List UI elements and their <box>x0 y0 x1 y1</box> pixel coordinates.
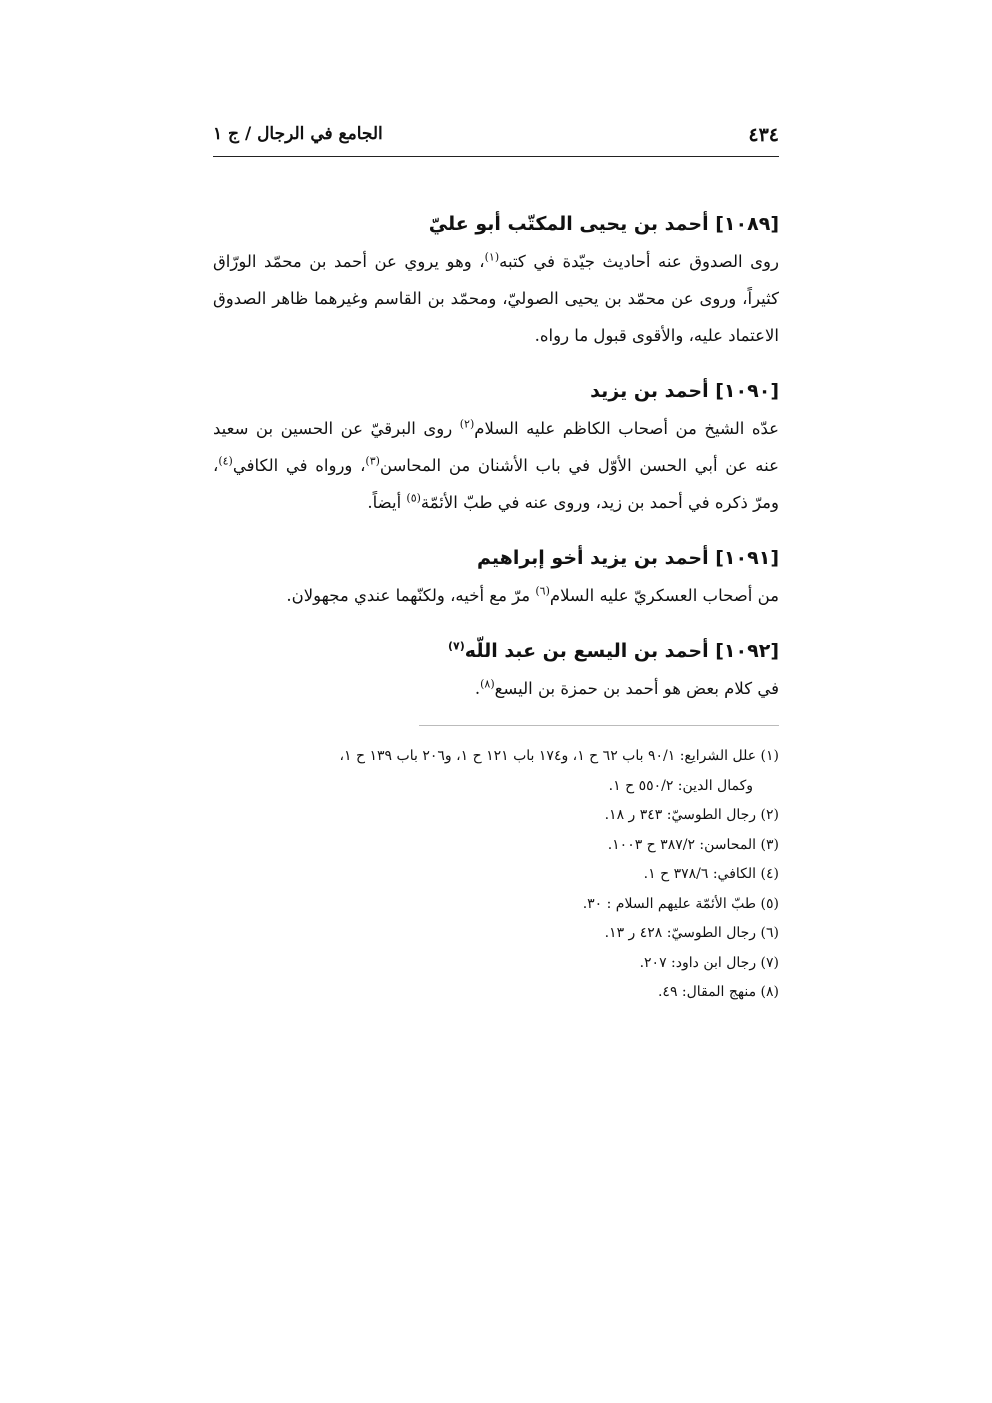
footnote-ref: (٧) <box>448 639 465 653</box>
entry <box>213 205 779 354</box>
body-text: مرّ مع أخيه، ولكنّهما عندي مجهولان. <box>286 586 536 605</box>
footnotes <box>213 742 779 1008</box>
footnote-number: (٦) <box>760 925 779 941</box>
page-number: ٤٣٤ <box>748 124 779 146</box>
entry-heading <box>213 205 779 243</box>
footnote-ref: (١) <box>484 250 500 264</box>
entry <box>213 539 779 614</box>
body-text: روى الصدوق عنه أحاديث جيّدة في كتبه <box>499 252 779 271</box>
footnote-number: (٤) <box>760 866 779 882</box>
footnote-text: منهج المقال: ٤٩. <box>657 984 757 1000</box>
entry-body <box>213 243 779 354</box>
footnote <box>213 860 779 890</box>
footnote-text: الكافي: ٣٧٨/٦ ح ١. <box>643 866 757 882</box>
footnote-number: (٢) <box>760 807 779 823</box>
entry-number: [١٠٩٠] <box>715 380 779 402</box>
body-text: . <box>474 679 481 698</box>
footnote <box>213 949 779 979</box>
entry-number: [١٠٨٩] <box>715 213 779 235</box>
footnote <box>213 919 779 949</box>
entry <box>213 372 779 521</box>
entry-heading <box>213 539 779 577</box>
body-text: ، ومرّ ذكره في أحمد بن زيد، وروى عنه في طبّ الأئمّة <box>213 456 779 512</box>
entry-body <box>213 410 779 521</box>
body-text: عدّه الشيخ من أصحاب الكاظم عليه السلام <box>474 419 779 438</box>
footnote-text: رجال الطوسيّ: ٣٤٣ ر ١٨. <box>604 807 757 823</box>
footnote-number: (٧) <box>760 954 779 971</box>
entry-body <box>213 577 779 614</box>
body-text: أيضاً. <box>367 493 407 512</box>
running-header <box>213 120 779 157</box>
footnote-ref: (٥) <box>406 491 421 505</box>
footnote-ref: (٦) <box>535 584 550 598</box>
entry-name: أحمد بن يزيد <box>590 380 709 402</box>
footnote-ref: (٤) <box>218 454 233 468</box>
body-text: من أصحاب العسكريّ عليه السلام <box>549 586 779 605</box>
footnote-text: علل الشرايع: ٩٠/١ باب ٦٢ ح ١، و١٧٤ باب ١٢١ ح ١، و٢٠٦ باب ١٣٩ ح ١، <box>339 748 757 764</box>
footnote-number: (٨) <box>760 984 779 1000</box>
footnote-continuation: وكمال الدين: ٥٥٠/٢ ح ١. <box>608 777 753 794</box>
footnote-number: (١) <box>760 748 779 764</box>
body-text: روى البرقيّ عن الحسين بن سعيد عنه عن أبي الحسن الأوّل في باب الأشنان من المحاسن <box>213 419 779 475</box>
footnote <box>213 890 779 920</box>
footnote-text: المحاسن: ٣٨٧/٢ ح ١٠٠٣. <box>607 836 757 853</box>
body-text: ، ورواه في الكافي <box>232 456 366 475</box>
footnote <box>213 742 779 772</box>
footnote-text: رجال الطوسيّ: ٤٢٨ ر ١٣. <box>604 925 757 941</box>
footnote <box>213 978 779 1008</box>
body-text: ، وهو يروي عن أحمد بن محمّد الورّاق كثيراً، وروى عن محمّد بن يحيى الصوليّ، ومحمّد بن القاسم وغيرهما ظاهر الصدوق الاعتماد عليه، والأقوى قبول ما رواه. <box>213 252 779 345</box>
footnote-ref: (٣) <box>365 454 380 468</box>
entry-number: [١٠٩٢] <box>715 640 779 662</box>
entry-name: أحمد بن اليسع بن عبد اللّه <box>464 640 709 662</box>
footnote-text: رجال ابن داود: ٢٠٧. <box>639 954 757 971</box>
entry-heading <box>213 632 779 670</box>
entry-name: أحمد بن يزيد أخو إبراهيم <box>477 547 709 569</box>
entry-body <box>213 670 779 707</box>
page <box>213 120 779 1008</box>
entry-number: [١٠٩١] <box>715 547 779 569</box>
footnote <box>213 801 779 831</box>
book-title: الجامع في الرجال / ج ١ <box>213 124 383 144</box>
entry <box>213 632 779 707</box>
footnote-ref: (٢) <box>459 417 475 431</box>
footnote-ref: (٨) <box>480 677 495 691</box>
entry-name: أحمد بن يحيى المكتّب أبو عليّ <box>428 213 709 235</box>
footnote-separator <box>419 725 779 726</box>
entries <box>213 205 779 707</box>
entry-heading <box>213 372 779 410</box>
footnote-number: (٣) <box>760 836 779 853</box>
footnote <box>213 831 779 861</box>
footnote-text: طبّ الأئمّة عليهم السلام : ٣٠. <box>582 895 757 912</box>
footnote-number: (٥) <box>760 895 779 912</box>
body-text: في كلام بعض هو أحمد بن حمزة بن اليسع <box>494 679 779 698</box>
